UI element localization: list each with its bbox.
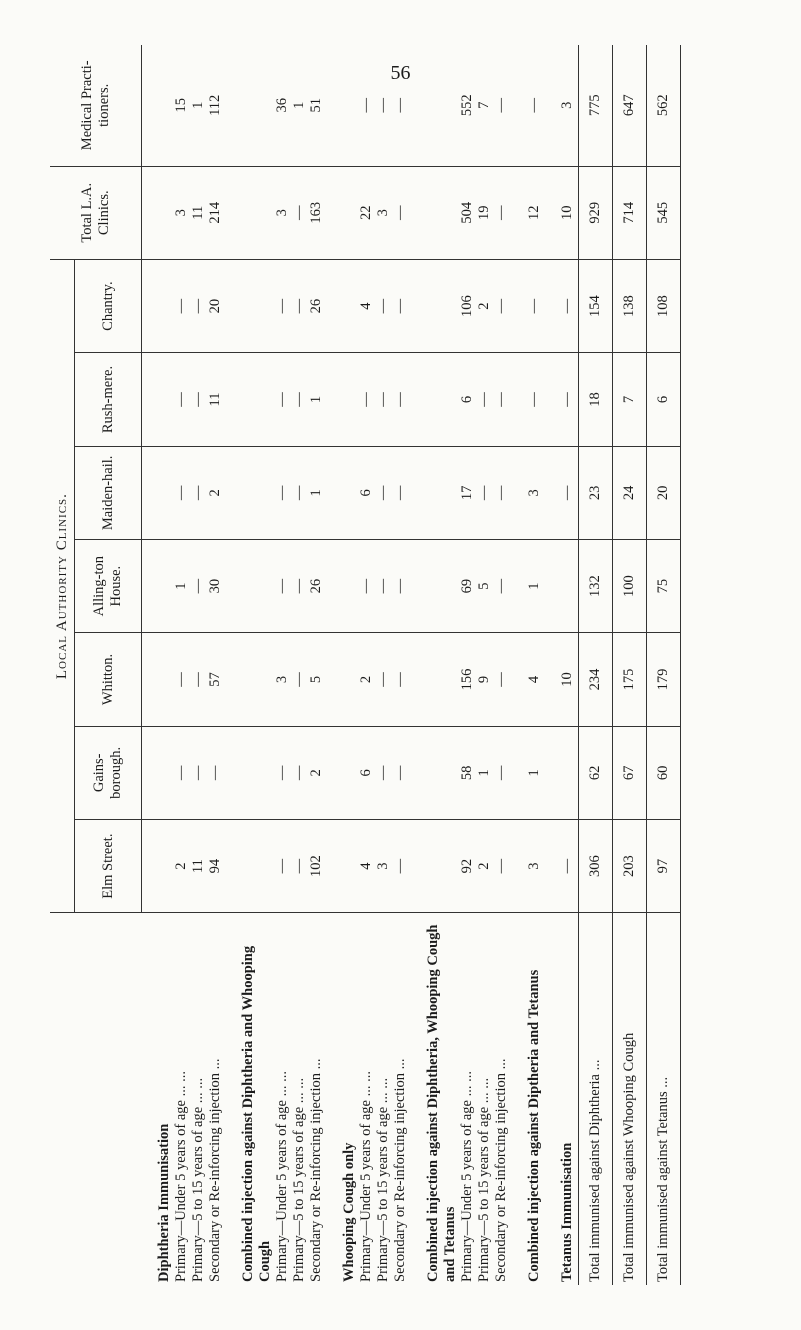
cell-value: 11 (189, 859, 206, 874)
cell-value: 2 (307, 769, 324, 777)
cell-value: — (492, 392, 509, 407)
cell-value: — (273, 578, 290, 594)
cell-value: 26 (307, 298, 324, 314)
total-value: 75 (646, 540, 680, 633)
table-cell (226, 45, 327, 166)
cell-value: 504 (458, 201, 475, 224)
table-cell (512, 45, 545, 166)
cell-value: — (206, 765, 223, 781)
cell-value: — (172, 765, 189, 781)
cell-value: 17 (458, 485, 475, 501)
table-cell (226, 540, 327, 633)
cell-value: — (172, 392, 189, 407)
cell-value: 36 (273, 98, 290, 113)
table-cell (411, 166, 512, 259)
section-label (226, 913, 327, 1285)
cell-value: 92 (458, 858, 475, 874)
table-cell (512, 540, 545, 633)
table-cell (327, 819, 411, 912)
total-value: 67 (612, 726, 646, 819)
cell-value: 2 (172, 862, 189, 870)
section-label (141, 913, 226, 1285)
total-value: 154 (578, 259, 612, 352)
row-label: Secondary or Re-inforcing injection ... (391, 1058, 408, 1282)
cell-value: 3 (273, 209, 290, 217)
total-value: 62 (578, 726, 612, 819)
total-value: 20 (646, 446, 680, 539)
cell-value: — (475, 392, 492, 407)
cell-value: 94 (206, 858, 223, 874)
cell-value: 5 (307, 675, 324, 684)
cell-value: — (391, 765, 408, 781)
table-cell (545, 540, 579, 633)
cell-value (559, 543, 576, 629)
table-cell (545, 446, 579, 539)
cell-value: — (290, 672, 307, 687)
total-row (646, 45, 680, 1285)
table-cell (327, 353, 411, 446)
cell-value: — (290, 298, 307, 314)
cell-value: 12 (525, 205, 542, 220)
table-cell (141, 446, 226, 539)
total-value: 647 (612, 45, 646, 166)
cell-value: — (273, 298, 290, 314)
column-header: Elm Street. (74, 819, 141, 912)
total-value: 306 (578, 819, 612, 912)
table-cell (545, 166, 579, 259)
cell-value: — (391, 672, 408, 687)
table-cell (512, 166, 545, 259)
section-title: Combined injection against Diphtheria and Whooping Cough (239, 945, 273, 1282)
total-label: Total immunised against Diphtheria ... (578, 913, 612, 1285)
cell-value: — (558, 392, 575, 407)
cell-value: 51 (307, 98, 324, 113)
cell-value: — (374, 672, 391, 687)
cell-value: 2 (475, 862, 492, 870)
table-cell (327, 166, 411, 259)
table-cell (512, 819, 545, 912)
column-header: Medical Practi-tioners. (50, 45, 142, 166)
total-value: 6 (646, 353, 680, 446)
table-cell (226, 633, 327, 726)
cell-value: 3 (172, 209, 189, 217)
column-header: Chantry. (74, 259, 141, 352)
table-cell (327, 259, 411, 352)
table-cell (226, 446, 327, 539)
total-value: 23 (578, 446, 612, 539)
row-label: Primary—Under 5 years of age ... ... (357, 1071, 374, 1282)
table-cell (226, 353, 327, 446)
table-cell (512, 726, 545, 819)
cell-value: 214 (206, 201, 223, 224)
cell-value: — (374, 298, 391, 314)
cell-value: — (492, 578, 509, 594)
cell-value: — (374, 98, 391, 113)
table-cell (141, 726, 226, 819)
column-header: Rush-mere. (74, 353, 141, 446)
cell-value: — (189, 392, 206, 407)
cell-value: 9 (475, 675, 492, 684)
row-label: Primary—5 to 15 years of age ... ... (374, 1077, 391, 1282)
table-cell (327, 446, 411, 539)
total-value: 138 (612, 259, 646, 352)
table-cell (141, 633, 226, 726)
cell-value: 156 (458, 668, 475, 691)
section-label (411, 913, 512, 1285)
row-label: Primary—Under 5 years of age ... ... (458, 1071, 475, 1282)
cell-value: — (290, 205, 307, 220)
cell-value: 3 (273, 675, 290, 684)
cell-value: — (525, 392, 542, 407)
cell-value: — (391, 485, 408, 501)
table-section (545, 45, 579, 1285)
table-cell (411, 446, 512, 539)
cell-value: — (492, 298, 509, 314)
cell-value: — (475, 485, 492, 501)
row-label: Primary—5 to 15 years of age ... ... (475, 1077, 492, 1282)
cell-value: 4 (525, 675, 542, 684)
cell-value: — (391, 205, 408, 220)
table-cell (411, 259, 512, 352)
cell-value: — (189, 298, 206, 314)
cell-value: — (290, 765, 307, 781)
cell-value: — (290, 392, 307, 407)
table-cell (226, 259, 327, 352)
table-cell (226, 726, 327, 819)
section-label (327, 913, 411, 1285)
cell-value: — (492, 858, 509, 874)
table-cell (545, 726, 579, 819)
group-header: Local Authority Clinics. (50, 259, 75, 912)
cell-value: 57 (206, 672, 223, 687)
total-value: 175 (612, 633, 646, 726)
total-value: 24 (612, 446, 646, 539)
total-label: Total immunised against Whooping Cough (612, 913, 646, 1285)
cell-value: — (558, 298, 575, 314)
cell-value: — (273, 858, 290, 874)
cell-value (559, 730, 576, 816)
cell-value: — (374, 765, 391, 781)
cell-value: 1 (525, 582, 542, 590)
column-header: Maiden-hail. (74, 446, 141, 539)
row-label: Secondary or Re-inforcing injection ... (206, 1058, 222, 1282)
cell-value: — (357, 98, 374, 113)
cell-value: — (525, 98, 542, 113)
total-row (578, 45, 612, 1285)
label-column-header (50, 913, 142, 1285)
cell-value: — (492, 205, 509, 220)
total-value: 18 (578, 353, 612, 446)
cell-value: 6 (357, 769, 374, 777)
table-section (411, 45, 512, 1285)
total-value: 132 (578, 540, 612, 633)
column-header: Alling-ton House. (74, 540, 141, 633)
table-cell (327, 45, 411, 166)
cell-value: 3 (374, 862, 391, 870)
cell-value: 1 (189, 101, 206, 109)
cell-value: — (172, 672, 189, 687)
cell-value: — (357, 392, 374, 407)
section-label (545, 913, 579, 1285)
cell-value: 26 (307, 578, 324, 594)
table-cell (545, 819, 579, 912)
rotated-table-container (50, 45, 752, 1285)
section-label (512, 913, 545, 1285)
cell-value: 1 (307, 489, 324, 497)
cell-value: — (172, 485, 189, 501)
cell-value: 10 (558, 672, 575, 687)
table-cell (141, 45, 226, 166)
cell-value: — (492, 765, 509, 781)
table-cell (411, 726, 512, 819)
cell-value: — (290, 858, 307, 874)
cell-value: 69 (458, 578, 475, 594)
table-cell (327, 633, 411, 726)
cell-value: 4 (357, 862, 374, 870)
cell-value: 15 (172, 98, 189, 113)
cell-value: 3 (374, 209, 391, 217)
total-value: 545 (646, 166, 680, 259)
cell-value: 58 (458, 765, 475, 781)
table-cell (226, 819, 327, 912)
cell-value: — (290, 485, 307, 501)
cell-value: — (391, 392, 408, 407)
section-title: Combined injection against Diphtheria, Whooping Cough and Tetanus (424, 924, 458, 1282)
cell-value: — (374, 485, 391, 501)
cell-value: 1 (475, 769, 492, 777)
cell-value: — (391, 858, 408, 874)
table-cell (545, 633, 579, 726)
cell-value: 2 (357, 675, 374, 684)
cell-value: — (374, 392, 391, 407)
cell-value: 106 (458, 295, 475, 317)
cell-value: — (189, 578, 206, 594)
section-title: Whooping Cough only (340, 1142, 357, 1282)
table-cell (411, 45, 512, 166)
cell-value: 1 (290, 101, 307, 109)
cell-value: 19 (475, 205, 492, 220)
row-label: Primary—5 to 15 years of age ... ... (290, 1077, 307, 1282)
cell-value: — (525, 298, 542, 314)
cell-value: — (273, 765, 290, 781)
cell-value: 11 (206, 392, 223, 407)
cell-value: 6 (357, 489, 374, 497)
cell-value: — (189, 765, 206, 781)
table-cell (141, 540, 226, 633)
section-title: Combined injection against Diptheria and Tetanus (525, 969, 542, 1282)
table-cell (411, 353, 512, 446)
table-cell (141, 819, 226, 912)
cell-value: — (558, 485, 575, 501)
cell-value: — (391, 578, 408, 594)
cell-value: — (492, 672, 509, 687)
table-cell (512, 259, 545, 352)
cell-value: 1 (172, 582, 189, 590)
total-value: 234 (578, 633, 612, 726)
total-value: 775 (578, 45, 612, 166)
cell-value: 5 (475, 582, 492, 590)
cell-value: — (189, 485, 206, 501)
table-cell (141, 166, 226, 259)
total-value: 60 (646, 726, 680, 819)
total-value: 203 (612, 819, 646, 912)
table-cell (327, 540, 411, 633)
table-cell (411, 540, 512, 633)
cell-value: 3 (525, 862, 542, 870)
cell-value: 11 (189, 205, 206, 220)
table-cell (411, 819, 512, 912)
cell-value: — (391, 98, 408, 113)
cell-value: 163 (307, 201, 324, 224)
cell-value: 112 (206, 94, 223, 116)
total-value: 97 (646, 819, 680, 912)
page-number: 56 (390, 62, 411, 84)
total-value: 562 (646, 45, 680, 166)
cell-value: — (172, 298, 189, 314)
cell-value: 1 (307, 395, 324, 404)
section-title: Tetanus Immunisation (558, 1142, 575, 1282)
cell-value: — (492, 98, 509, 113)
row-label: Secondary or Re-inforcing injection ... (492, 1058, 509, 1282)
row-label: Primary—Under 5 years of age ... ... (273, 1071, 290, 1282)
cell-value: 1 (525, 769, 542, 777)
cell-value: 3 (558, 101, 575, 109)
total-value: 100 (612, 540, 646, 633)
table-cell (141, 259, 226, 352)
cell-value: 20 (206, 298, 223, 314)
total-value: 108 (646, 259, 680, 352)
column-header: Total L.A. Clinics. (50, 166, 142, 259)
cell-value: — (357, 578, 374, 594)
total-value: 929 (578, 166, 612, 259)
total-label: Total immunised against Tetanus ... (646, 913, 680, 1285)
immunisation-table (50, 45, 681, 1285)
cell-value: 7 (475, 101, 492, 109)
table-cell (327, 726, 411, 819)
cell-value: 4 (357, 302, 374, 310)
table-section (327, 45, 411, 1285)
cell-value: — (492, 485, 509, 501)
table-section (141, 45, 226, 1285)
column-header: Whitton. (74, 633, 141, 726)
cell-value: 2 (475, 302, 492, 310)
table-section (512, 45, 545, 1285)
total-value: 7 (612, 353, 646, 446)
column-header: Gains-borough. (74, 726, 141, 819)
table-section (226, 45, 327, 1285)
cell-value: — (290, 578, 307, 594)
cell-value: — (391, 298, 408, 314)
row-label: Primary—Under 5 years of age ... ... (172, 1071, 188, 1282)
cell-value: — (273, 392, 290, 407)
section-title: Diphtheria Immunisation (155, 1123, 171, 1282)
cell-value: 102 (307, 855, 324, 878)
total-row (612, 45, 646, 1285)
table-cell (226, 166, 327, 259)
cell-value: 30 (206, 578, 223, 594)
cell-value: — (558, 858, 575, 874)
row-label: Primary—5 to 15 years of age ... ... (189, 1077, 205, 1282)
cell-value: 6 (458, 395, 475, 404)
cell-value: 10 (558, 205, 575, 220)
row-label: Secondary or Re-inforcing injection ... (307, 1058, 324, 1282)
table-cell (512, 446, 545, 539)
table-cell (545, 259, 579, 352)
cell-value: 2 (206, 489, 223, 497)
table-cell (545, 353, 579, 446)
cell-value: 3 (525, 489, 542, 497)
cell-value: — (273, 485, 290, 501)
cell-value: 22 (357, 205, 374, 220)
table-cell (545, 45, 579, 166)
table-cell (512, 633, 545, 726)
total-value: 179 (646, 633, 680, 726)
table-cell (411, 633, 512, 726)
cell-value: — (374, 578, 391, 594)
cell-value: — (189, 672, 206, 687)
table-cell (141, 353, 226, 446)
table-cell (512, 353, 545, 446)
cell-value: 552 (458, 94, 475, 117)
total-value: 714 (612, 166, 646, 259)
